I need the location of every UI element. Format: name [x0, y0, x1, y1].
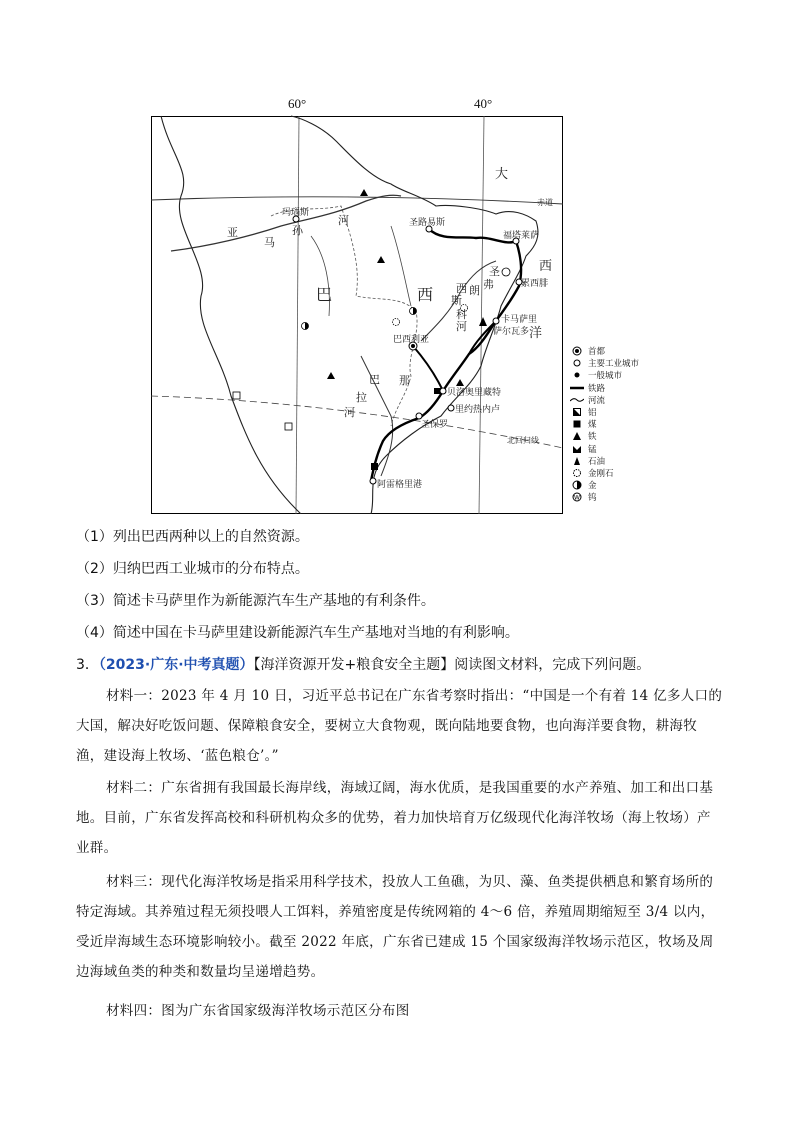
legend-label: 锰 — [588, 444, 597, 455]
section-topic: 【海洋资源开发+粮食安全主题】 — [253, 657, 455, 673]
amazon-char-2: 马 — [264, 236, 275, 249]
tropic-label: 北回归线 — [507, 436, 539, 445]
sf-char-3: 朗 — [469, 284, 480, 297]
parana-char-3: 那 — [399, 374, 410, 387]
brazil-map — [151, 96, 563, 514]
railway-icon — [570, 383, 584, 393]
country-char-1: 巴 — [316, 285, 333, 304]
question-3: （3）简述卡马萨里作为新能源汽车生产基地的有利条件。 — [76, 593, 435, 609]
legend-major-city — [570, 357, 650, 369]
amazon-char-4: 河 — [338, 214, 349, 227]
diamond-icon — [570, 468, 584, 478]
legend-manganese — [570, 443, 650, 455]
major-city-icon — [570, 358, 584, 368]
svg-text:W: W — [574, 494, 580, 502]
parana-char-4: 河 — [344, 406, 355, 419]
material-1: 材料一：2023 年 4 月 10 日，习近平总书记在广东省考察时指出：“中国是一个有着 14 亿多人口的大国，解决好吃饭问题、保障粮食安全，要树立大食物观，既向陆地要食物，也向海洋要食物，耕海牧渔，建设海上牧场、‘蓝色粮仓’。” — [76, 688, 723, 764]
legend-gold — [570, 479, 650, 491]
city-brasilia: 巴西利亚 — [393, 335, 430, 345]
legend-aluminum — [570, 406, 650, 418]
legend-label: 河流 — [588, 395, 606, 406]
legend-railway — [570, 382, 650, 394]
parana-char-2: 拉 — [356, 391, 367, 404]
ocean-char-2: 西 — [539, 259, 553, 274]
amazon-char-1: 亚 — [227, 226, 238, 239]
river-icon — [570, 395, 584, 405]
coal-symbol — [371, 463, 378, 470]
aluminum-symbol-1 — [233, 392, 240, 399]
oil-icon — [570, 456, 584, 466]
legend-label: 金 — [588, 481, 597, 492]
ocean-char-1: 大 — [495, 167, 509, 182]
city-fortaleza: 福塔莱萨 — [503, 231, 540, 241]
city-salvador: 萨尔瓦多 — [493, 327, 530, 337]
legend-oil — [570, 455, 650, 467]
sf-char-1: 圣 — [489, 265, 500, 278]
city-manaus: 玛瑙斯 — [282, 208, 310, 218]
legend-label: 一般城市 — [588, 371, 623, 382]
tungsten-symbol — [502, 268, 510, 276]
amazon-char-3: 孙 — [292, 224, 303, 237]
lon-label-60: 60° — [288, 96, 307, 111]
map-legend — [570, 345, 650, 503]
section-heading — [76, 654, 650, 674]
parana-char-1: 巴 — [369, 373, 380, 386]
city-portoalegre: 阿雷格里港 — [377, 480, 423, 490]
legend-label: 首都 — [588, 347, 606, 358]
material-4: 材料四：图为广东省国家级海洋牧场示范区分布图 — [106, 1003, 410, 1019]
legend-iron — [570, 430, 650, 442]
question-1: （1）列出巴西两种以上的自然资源。 — [76, 529, 309, 545]
sf-char-4: 西 — [456, 282, 467, 295]
belo-dot — [440, 388, 446, 394]
city-recife: 累西腓 — [521, 279, 549, 289]
gold-icon — [570, 480, 584, 490]
question-4: （4）简述中国在卡马萨里建设新能源汽车生产基地对当地的有利影响。 — [76, 625, 519, 641]
city-saoluis: 圣路易斯 — [409, 218, 446, 228]
legend-coal — [570, 418, 650, 430]
legend-label: 石油 — [588, 456, 606, 467]
city-saopaulo: 圣保罗 — [421, 420, 449, 430]
ocean-char-3: 洋 — [529, 326, 543, 341]
manganese-icon — [570, 444, 584, 454]
legend-tungsten — [570, 491, 650, 503]
legend-label: 钨 — [588, 493, 597, 504]
sf-char-6: 科 — [456, 308, 467, 321]
capital-icon — [570, 346, 584, 356]
legend-label: 煤 — [588, 420, 597, 431]
lon-label-40: 40° — [474, 96, 493, 111]
city-icon — [570, 370, 584, 380]
section-source: （2023·广东·中考真题） — [98, 657, 254, 673]
aluminum-symbol-2 — [285, 423, 292, 430]
section-number: 3． — [76, 657, 99, 673]
coal-icon — [570, 419, 584, 429]
question-2: （2）归纳巴西工业城市的分布特点。 — [76, 561, 309, 577]
legend-label: 主要工业城市 — [588, 359, 640, 370]
sf-char-7: 河 — [456, 320, 467, 333]
legend-diamond — [570, 467, 650, 479]
material-3: 材料三：现代化海洋牧场是指采用科学技术，投放人工鱼礁，为贝、藻、鱼类提供栖息和繁育场所的特定海域。其养殖过程无须投喂人工饵料，养殖密度是传统网箱的 4～6 倍，养殖周期缩短至 3/4 以内，受近岸海域生态环境影响较小。截至 2022 年底，广东省已建成 15 个国家级海洋牧场示范区，牧场及周边海域鱼类的种类和数量均呈递增趋势。 — [76, 874, 715, 980]
portoalegre-dot — [370, 478, 376, 484]
city-rio: 里约热内卢 — [455, 405, 501, 415]
aluminum-icon — [570, 407, 584, 417]
country-char-2: 西 — [417, 285, 434, 304]
legend-label: 铁 — [588, 432, 597, 443]
map-canvas — [151, 96, 563, 514]
legend-capital — [570, 345, 650, 357]
iron-icon — [570, 431, 584, 441]
legend-label: 金刚石 — [588, 468, 614, 479]
legend-river — [570, 394, 650, 406]
tungsten-icon — [570, 492, 584, 502]
city-belo: 贝洛奥里藏特 — [447, 388, 502, 398]
material-2: 材料二：广东省拥有我国最长海岸线，海域辽阔，海水优质，是我国重要的水产养殖、加工和出口基地。目前，广东省发挥高校和科研机构众多的优势，着力加快培育万亿级现代化海洋牧场（海上牧场）产业群。 — [76, 780, 714, 856]
legend-label: 铁路 — [588, 383, 606, 394]
city-camacari: 卡马萨里 — [501, 315, 538, 325]
sf-char-5: 斯 — [451, 294, 462, 307]
legend-city — [570, 369, 650, 381]
equator-label: 赤道 — [537, 198, 553, 207]
rio-dot — [448, 405, 454, 411]
sf-char-2: 弗 — [483, 278, 494, 291]
section-instruction: 阅读图文材料，完成下列问题。 — [454, 657, 651, 673]
legend-label: 铝 — [588, 408, 597, 419]
